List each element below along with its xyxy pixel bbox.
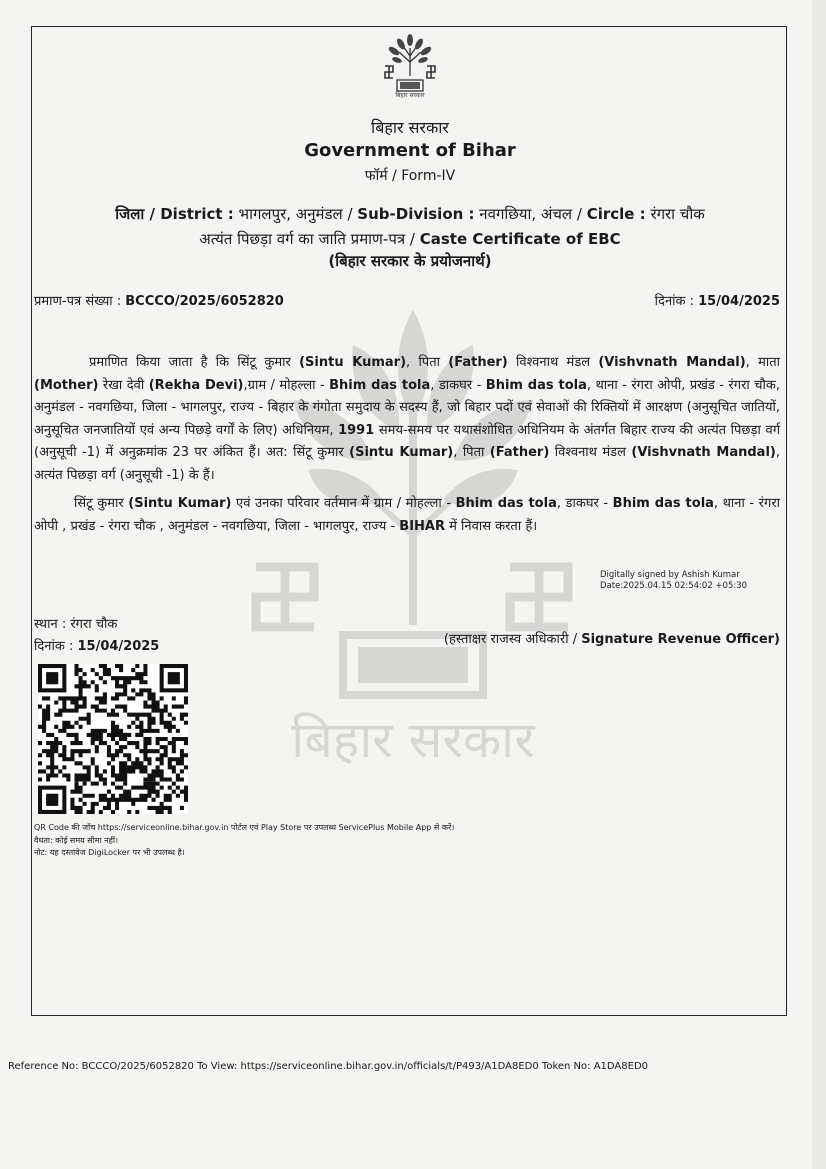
p2-text: सिंटू कुमार	[74, 496, 129, 511]
p1-bold: (Mother)	[34, 377, 99, 393]
p1-text: विश्वनाथ मंडल	[549, 445, 632, 460]
circle-label: Circle :	[586, 205, 646, 223]
p1-bold: (Father)	[448, 355, 508, 370]
issue-date-label: दिनांक :	[34, 639, 78, 654]
digital-signature-line-2: Date:2025.04.15 02:54:02 +05:30	[600, 581, 748, 591]
p1-bold: 1991	[338, 422, 375, 438]
p1-text: प्रमाणित किया जाता है कि सिंटू कुमार	[89, 355, 300, 370]
qr-notes	[34, 822, 454, 860]
p2-bold: Bhim das tola	[612, 496, 714, 511]
p2-text: एवं उनका परिवार वर्तमान में ग्राम / मोहल्ला -	[231, 496, 456, 511]
p1-bold: (Rekha Devi)	[148, 377, 244, 393]
title-english: Caste Certificate of EBC	[419, 230, 621, 248]
qr-note-line-1: QR Code की जाँच https://serviceonline.bihar.gov.in पोर्टल एवं Play Store पर उपलब्ध ServicePlus Mobile App से करें।	[34, 823, 455, 832]
signature-block	[444, 629, 780, 647]
issue-place	[34, 614, 117, 632]
certificate-date-value: 15/04/2025	[698, 294, 780, 309]
circle-value: रंगरा चौक	[645, 205, 705, 223]
p1-text: , माता	[745, 355, 780, 370]
signature-english: Signature Revenue Officer)	[581, 632, 780, 647]
certificate-number-label: प्रमाण-पत्र संख्या :	[34, 294, 126, 309]
govt-english-title: Government of Bihar	[304, 140, 516, 161]
certificate-number	[34, 291, 284, 309]
p1-bold: (Sintu Kumar)	[349, 445, 454, 460]
p1-text: , थाना - रंगरा ओपी, प्रखंड - रंगरा चौक, अनुमंडल - नवगछिया, जिला - भागलपुर, राज्य - बिहार के गंगोता समुदाय के सदस्य हैं, जो बिहार पदों एवं सेवाओं की रिक्तियों में आरक्षण (अनुसूचित जातियों, अनुसूचित जनजातियों एवं अन्य पिछड़े वर्गों के लिए) अधिनियम,	[34, 377, 780, 438]
p1-text: ,ग्राम / मोहल्ला -	[243, 377, 330, 393]
signature-hindi: (हस्ताक्षर राजस्व अधिकारी /	[443, 632, 582, 647]
qr-note-line-3: नोट: यह दस्तावेज DigiLocker पर भी उपलब्ध है।	[34, 848, 185, 857]
p1-text: समय-समय पर यथासंशोधित अधिनियम के अंतर्गत बिहार राज्य की अत्यंत पिछड़ा वर्ग (अनुसूची -1) में अनुक्रमांक 23 पर अंकित हैं। अत: सिंटू कुमार	[34, 422, 781, 460]
certificate-body-paragraph-2	[34, 493, 780, 538]
watermark-caption: बिहार सरकार	[291, 711, 535, 769]
p1-bold: Bhim das tola	[485, 377, 587, 393]
p2-bold: BIHAR	[399, 518, 445, 534]
p2-bold: (Sintu Kumar)	[128, 496, 232, 511]
p1-text: रेखा देवी	[98, 377, 149, 393]
p1-bold: (Sintu Kumar)	[299, 355, 407, 370]
digital-signature-line-1: Digitally signed by Ashish Kumar	[600, 570, 740, 580]
location-line	[60, 204, 760, 224]
digital-signature	[600, 570, 747, 592]
p1-bold: Bhim das tola	[329, 377, 431, 393]
district-label: जिला / District :	[115, 205, 234, 223]
emblem-caption: बिहार सरकार	[395, 92, 425, 98]
p1-text: , पिता	[406, 355, 449, 370]
page-edge	[812, 0, 826, 1169]
p2-text: में निवास करता हैं।	[444, 518, 538, 534]
form-number: फॉर्म / Form-IV	[364, 168, 456, 184]
p2-text: , थाना - रंगरा ओपी , प्रखंड - रंगरा चौक , अनुमंडल - नवगछिया, जिला - भागलपुर, राज्य -	[34, 496, 780, 534]
issue-date-value: 15/04/2025	[77, 639, 160, 654]
certificate-number-value: BCCCO/2025/6052820	[125, 294, 284, 309]
title-hindi: अत्यंत पिछड़ा वर्ग का जाति प्रमाण-पत्र /	[199, 230, 420, 248]
certificate-body-paragraph-1	[34, 352, 780, 487]
p1-text: विश्वनाथ मंडल	[507, 355, 599, 370]
place-label: स्थान :	[34, 617, 71, 632]
qr-code-icon[interactable]	[38, 664, 188, 814]
issue-date	[34, 636, 159, 654]
certificate-purpose: (बिहार सरकार के प्रयोजनार्थ)	[328, 252, 492, 270]
district-value: भागलपुर, अनुमंडल /	[233, 205, 358, 223]
reference-line: Reference No: BCCCO/2025/6052820 To View: https://serviceonline.bihar.gov.in/officials/t/P493/A1DA8ED0 Token No: A1DA8ED0	[8, 1061, 649, 1072]
certificate-title	[60, 229, 760, 249]
bihar-emblem-icon	[377, 32, 443, 98]
qr-note-line-2: वैधता: कोई समय सीमा नहीं।	[34, 835, 118, 845]
certificate-date	[655, 291, 780, 309]
p2-bold: Bhim das tola	[455, 496, 557, 511]
p1-text: , अत्यंत पिछड़ा वर्ग (अनुसूची -1) के हैं।	[34, 445, 780, 483]
p1-bold: (Vishvnath Mandal)	[598, 355, 746, 370]
certificate-date-label: दिनांक :	[654, 294, 699, 309]
p2-text: , डाकघर -	[556, 496, 613, 511]
p1-bold: (Vishvnath Mandal)	[631, 445, 776, 460]
govt-hindi-title: बिहार सरकार	[371, 118, 449, 137]
subdivision-value: नवगछिया, अंचल /	[474, 205, 587, 223]
place-value: रंगरा चौक	[70, 617, 118, 632]
p1-text: , पिता	[453, 445, 490, 460]
p1-bold: (Father)	[489, 445, 550, 460]
p1-text: , डाकघर -	[430, 377, 486, 393]
subdivision-label: Sub-Division :	[357, 205, 475, 223]
